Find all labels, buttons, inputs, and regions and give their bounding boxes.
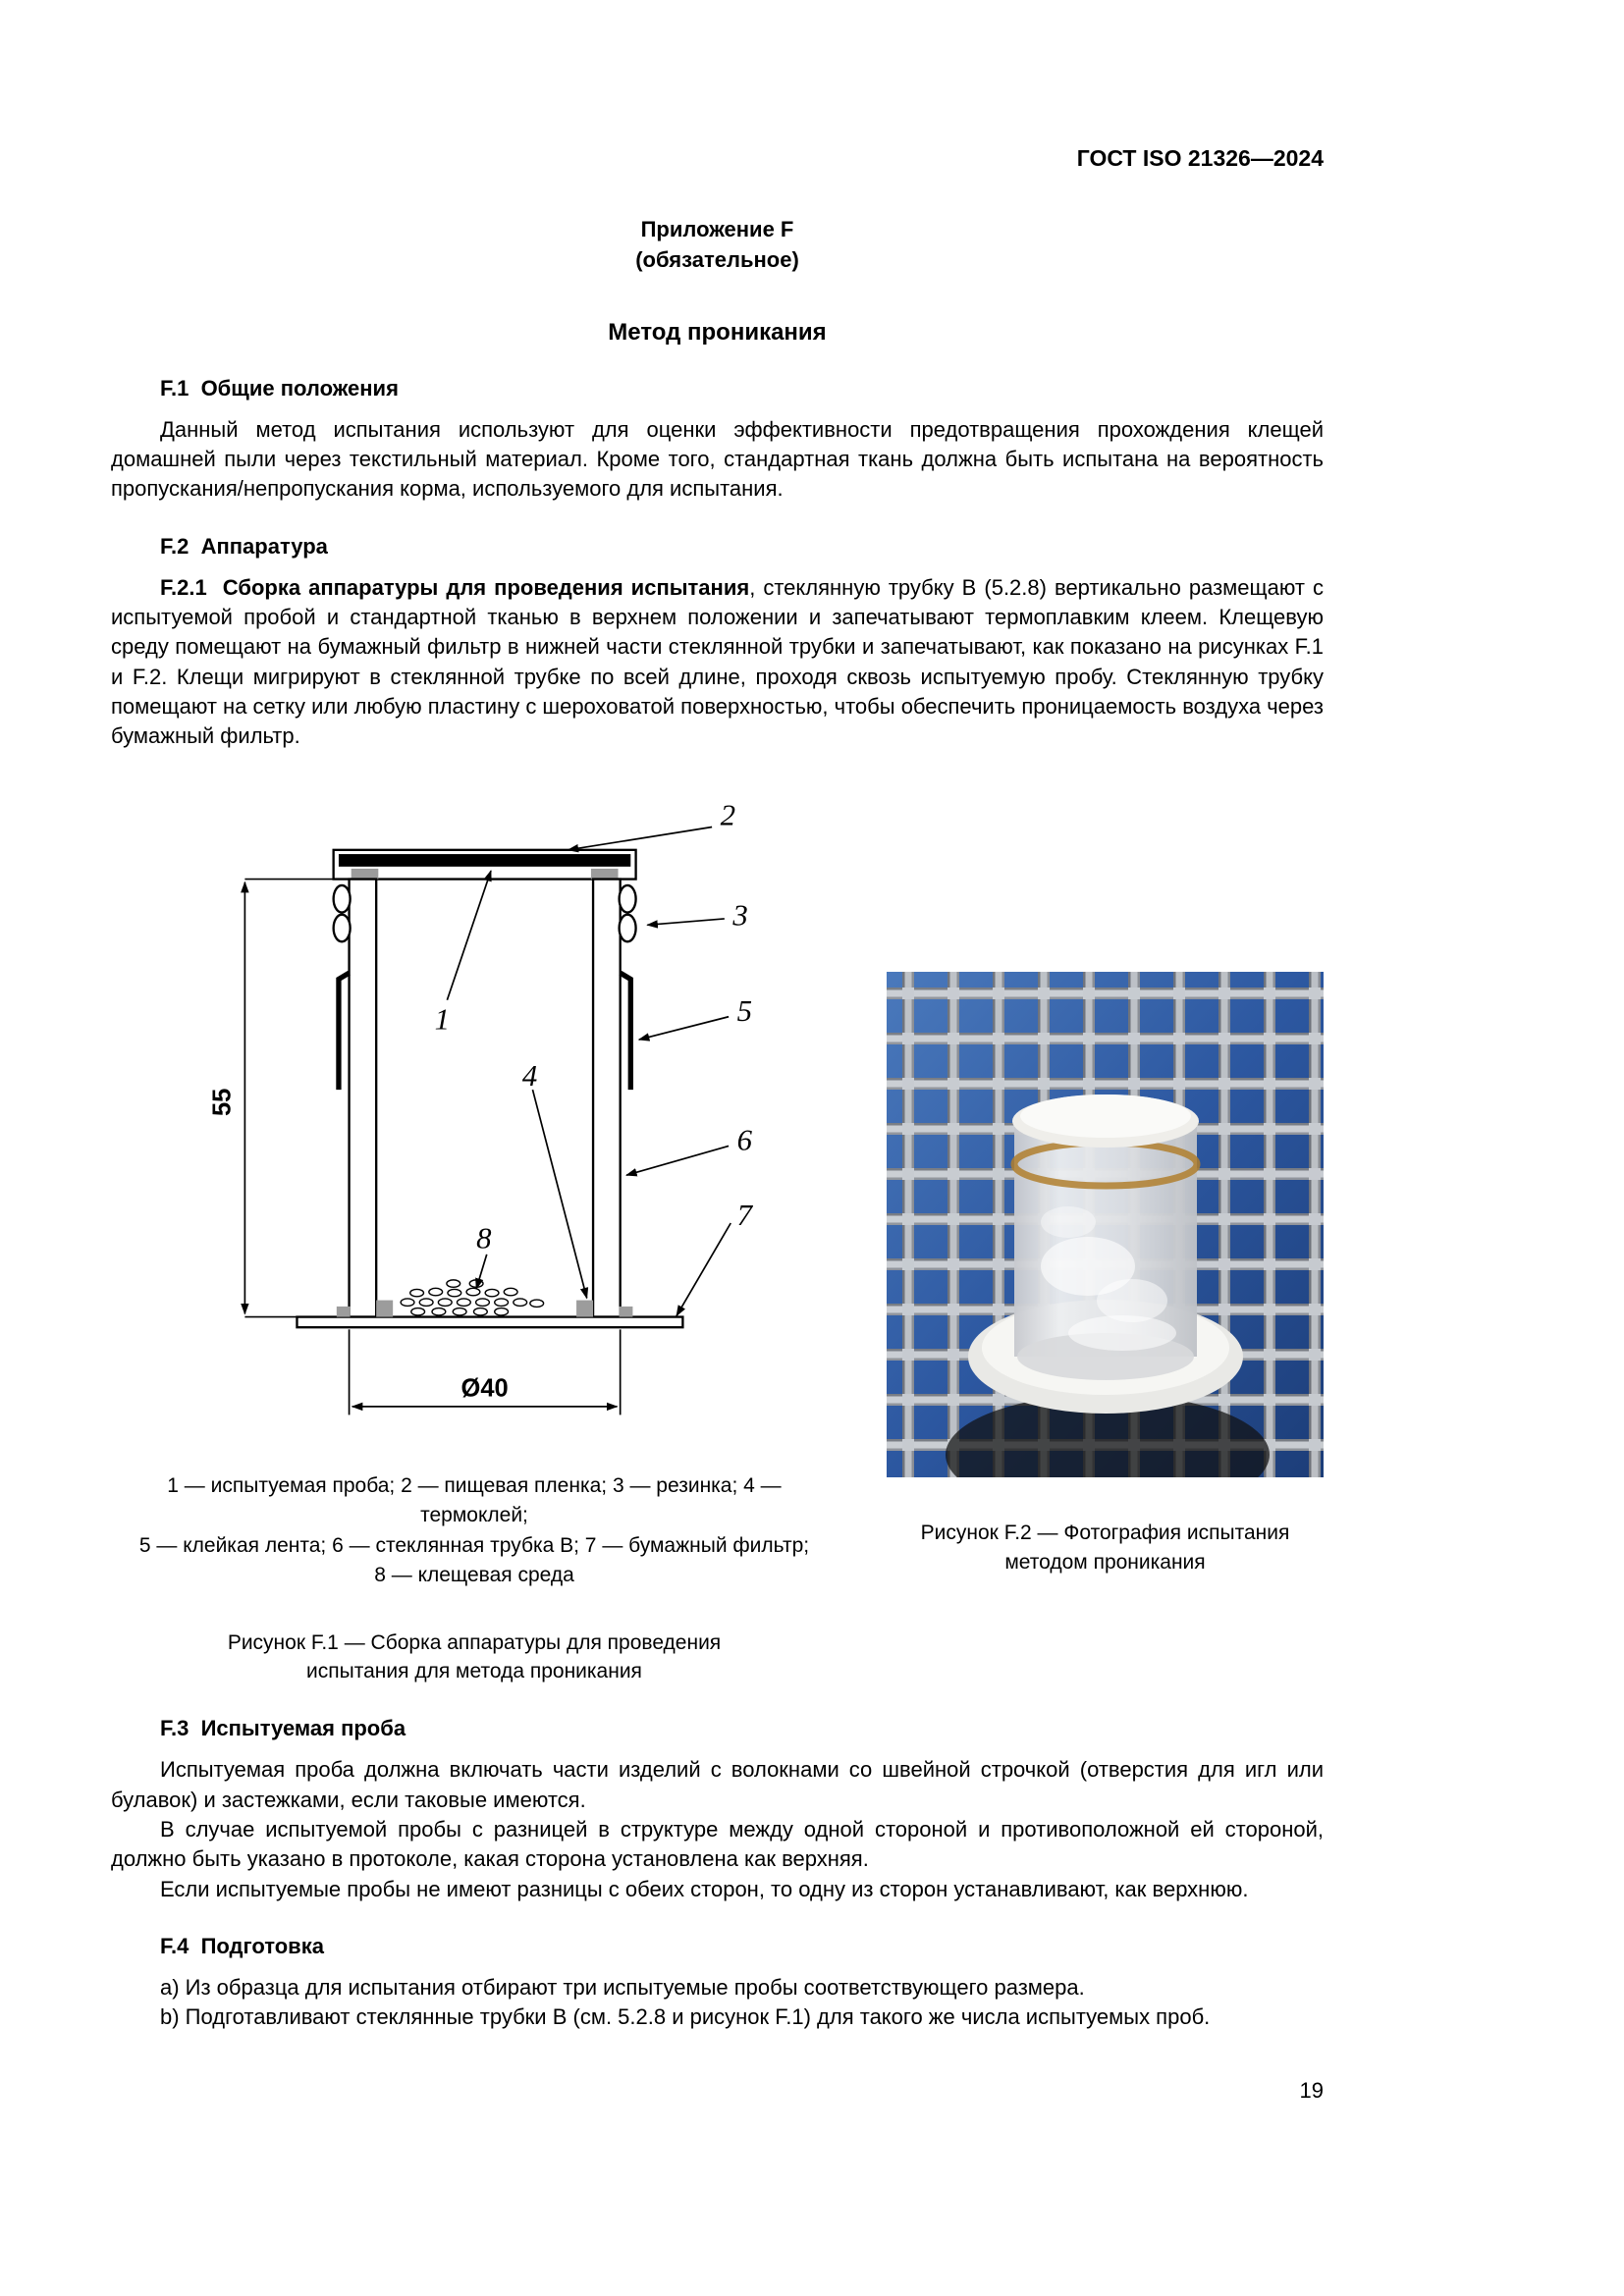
plaster-blotch	[1068, 1315, 1176, 1351]
dimension-40	[350, 1329, 621, 1415]
legend-line-3: 8 — клещевая среда	[374, 1564, 574, 1587]
plaster-blotch	[1041, 1206, 1096, 1238]
dimension-40-label: Ø40	[460, 1374, 509, 1403]
list-item-b: b) Подготавливают стеклянные трубки B (см. 5.2.8 и рисунок F.1) для такого же числа испытуемых проб.	[160, 2004, 1211, 2030]
paragraph-f1: Данный метод испытания используют для оценки эффективности предотвращения прохождения клещей домашней пыли через текстильный материал. Кроме того, стандартная ткань должна быть испытана на вероятность пропускания/непропускания корма, используемого для испытания.	[111, 416, 1324, 502]
callout-3-label: 3	[732, 898, 748, 933]
paragraph-f3-1: Испытуемая проба должна включать части изделий с волокнами со швейной строчкой (отверстия для игл или булавок) и застежками, если таковые имеются.	[111, 1757, 1324, 1812]
mite-medium	[401, 1280, 543, 1315]
figure-f2-photo	[887, 972, 1324, 1477]
heading-f2: F.2 Аппаратура	[160, 533, 328, 559]
figure-f1-legend	[111, 1471, 838, 1591]
heading-f1: F.1 Общие положения	[160, 375, 399, 400]
legend-line-2: 5 — клейкая лента; 6 — стеклянная трубка B; 7 — бумажный фильтр;	[138, 1533, 810, 1557]
callout-6	[626, 1123, 753, 1174]
list-item-a: a) Из образца для испытания отбирают три испытуемые пробы соответствующего размера.	[160, 1975, 1085, 2000]
hot-glue-outer-left	[337, 1307, 351, 1317]
paragraph-f21-lead: F.2.1 Сборка аппаратуры для проведения испытания	[160, 574, 750, 600]
paragraph-f21	[111, 573, 1324, 752]
heading-f4: F.4 Подготовка	[160, 1934, 324, 1958]
annex-status: (обязательное)	[635, 246, 799, 272]
glass-tube-wall-right	[593, 879, 621, 1316]
figure-f1-block	[111, 785, 838, 1686]
callout-8	[476, 1221, 492, 1288]
callout-3	[647, 898, 747, 932]
callout-7-label: 7	[736, 1198, 752, 1232]
callout-1	[435, 871, 491, 1036]
paragraph-f3-3: Если испытуемые пробы не имеют разницы с обеих сторон, то одну из сторон устанавливают, как верхнюю.	[160, 1876, 1249, 1901]
dimension-55	[209, 879, 334, 1316]
page-number: 19	[1299, 2077, 1324, 2103]
paper-filter	[297, 1316, 682, 1327]
adhesive-tape	[339, 973, 630, 1090]
rubber-bands	[334, 885, 636, 941]
glass-tube-wall-left	[350, 879, 377, 1316]
figures-row	[111, 785, 1324, 1686]
callout-1-label: 1	[434, 1002, 451, 1037]
callout-5-label: 5	[736, 993, 752, 1028]
legend-line-1: 1 — испытуемая проба; 2 — пищевая пленка; 3 — резинка; 4 — термоклей;	[167, 1473, 782, 1527]
dimension-55-label: 55	[208, 1088, 237, 1116]
hot-glue-outer-right	[620, 1307, 633, 1317]
hot-glue-bottom-right	[576, 1300, 593, 1316]
hot-glue-bottom-left	[376, 1300, 393, 1316]
heading-f3: F.3 Испытуемая проба	[160, 1716, 406, 1741]
callout-8-label: 8	[476, 1221, 492, 1255]
callout-6-label: 6	[736, 1123, 752, 1157]
hot-glue-top-right	[591, 869, 619, 880]
annex-label: Приложение F	[640, 217, 794, 241]
figure-f1-diagram	[140, 785, 808, 1442]
callout-4-label: 4	[521, 1058, 538, 1093]
callout-7	[677, 1199, 754, 1315]
doc-code-header: ГОСТ ISO 21326—2024	[1076, 145, 1324, 171]
figure-f2-block	[887, 785, 1324, 1686]
figure-f1-caption: Рисунок F.1 — Сборка аппаратуры для проведения испытания для метода проникания	[227, 1630, 722, 1683]
callout-2	[568, 798, 735, 849]
callout-4	[522, 1059, 587, 1299]
specimen-cover-top	[1020, 1095, 1191, 1138]
figure-f2-caption: Рисунок F.2 — Фотография испытания методом проникания	[920, 1521, 1290, 1574]
annex-title: Метод проникания	[608, 318, 827, 346]
callout-2-label: 2	[720, 798, 736, 832]
food-film	[339, 854, 630, 867]
callout-5	[639, 994, 752, 1040]
paragraph-f21-rest: , стеклянную трубку B (5.2.8) вертикально размещают с испытуемой пробой и стандартной тканью в верхнем положении и запечатывают термоплавким клеем. Клещевую среду помещают на бумажный фильтр в нижней части стеклянной трубки и запечатывают, как показано на рисунках F.1 и F.2. Клещи мигрируют в стеклянной трубке по всей длине, проходя сквозь испытуемую пробу. Стеклянную трубку помещают на сетку или любую пластину с шероховатой поверхностью, чтобы обеспечить проницаемость воздуха через бумажный фильтр.	[111, 574, 1324, 749]
hot-glue-top-left	[352, 869, 379, 880]
paragraph-f3-2: В случае испытуемой пробы с разницей в структуре между одной стороной и противоположной ей стороной, должно быть указано в протоколе, какая сторона установлена как верхняя.	[111, 1816, 1324, 1872]
